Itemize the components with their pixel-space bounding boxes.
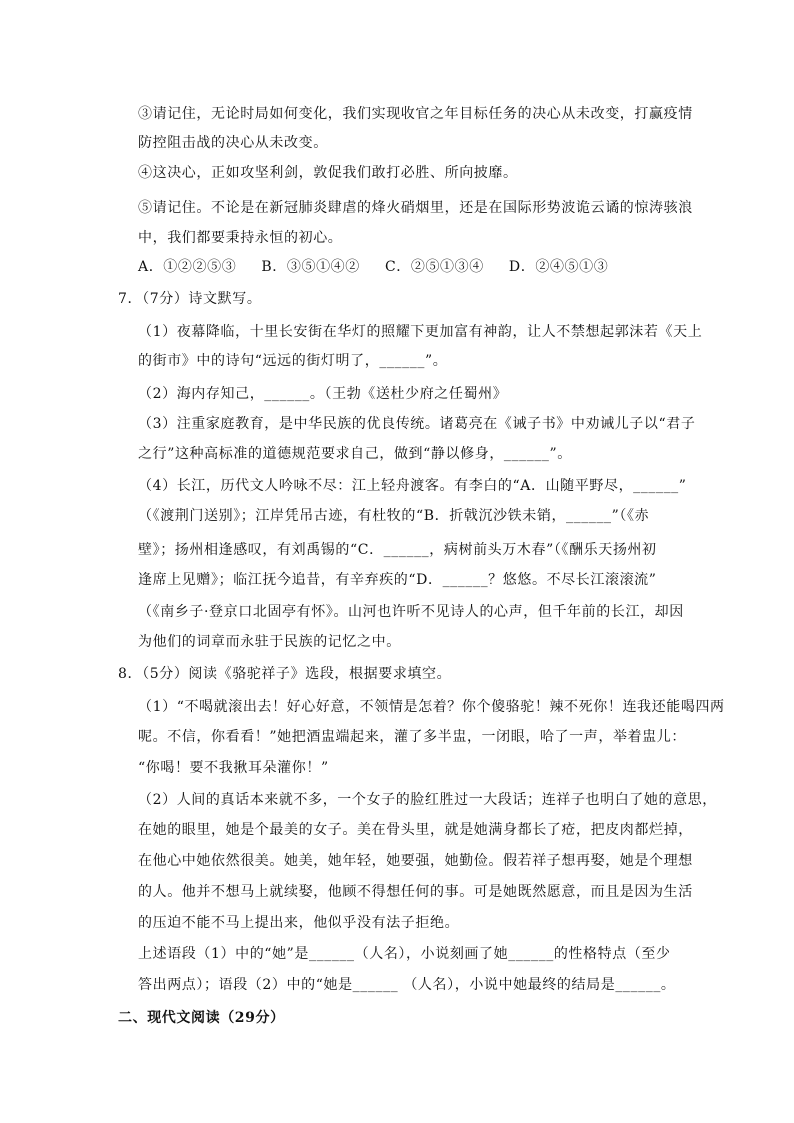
q8-part1-line2: 呢。不信，你看看！”她把酒盅端起来，灌了多半盅，一闭眼，哈了一声，举着盅儿： xyxy=(138,729,686,745)
q7-title: 7．（7分）诗文默写。 xyxy=(118,291,262,307)
q6-sentence-5-line1: ⑤请记住。不论是在新冠肺炎肆虐的烽火硝烟里，还是在国际形势波诡云谲的惊涛骇浪 xyxy=(138,200,693,216)
q7-part3-line1: （3）注重家庭教育，是中华民族的优良传统。诸葛亮在《诫子书》中劝诫儿子以“君子 xyxy=(138,416,696,432)
q8-part1-line1: （1）“不喝就滚出去！好心好意，不领情是怎着？你个傻骆驼！辣不死你！连我还能喝四两 xyxy=(138,699,725,715)
q7-part4-line3: 壁》；扬州相逢感叹，有刘禹锡的“C．______，病树前头万木春”（《酬乐天扬州初 xyxy=(138,542,657,558)
q6-option-c: C．②⑤①③④ xyxy=(384,259,484,275)
q7-part1-line2: 的街市》中的诗句“远远的街灯明了，______”。 xyxy=(138,353,448,369)
q6-option-d: D．②④⑤①③ xyxy=(508,259,609,275)
q6-sentence-3-line1: ③请记住，无论时局如何变化，我们实现收官之年目标任务的决心从未改变，打赢疫情 xyxy=(138,106,693,122)
q7-part4-line1: （4）长江，历代文人吟咏不尽：江上轻舟渡客。有李白的“A．山随平野尽，______” xyxy=(138,478,687,494)
q7-part4-line4: 逢席上见赠》；临江抚今追昔，有辛弃疾的“D．______？悠悠。不尽长江滚滚流” xyxy=(138,572,657,588)
q8-question-line1: 上述语段（1）中的“她”是______（人名），小说刻画了她______的性格特点（至少 xyxy=(138,946,671,962)
q6-sentence-4: ④这决心，正如攻坚利剑，敦促我们敢打必胜、所向披靡。 xyxy=(138,165,518,181)
q8-title: 8．（5分）阅读《骆驼祥子》选段，根据要求填空。 xyxy=(118,666,452,682)
q8-question-line2: 答出两点）；语段（2）中的“她是______ （人名），小说中她最终的结局是______。 xyxy=(138,977,676,993)
q7-part1-line1: （1）夜幕降临，十里长安街在华灯的照耀下更加富有神韵，让人不禁想起郭沫若《天上 xyxy=(138,324,703,340)
q8-part2-line2: 在她的眼里，她是个最美的女子。美在骨头里，就是她满身都长了疮，把皮肉都烂掉， xyxy=(138,822,693,838)
q8-part1-line3: “你喝！要不我揪耳朵灌你！” xyxy=(138,760,329,776)
q8-part2-line4: 的人。他并不想马上就续娶，他顾不得想任何的事。可是她既然愿意，而且是因为生活 xyxy=(138,884,693,900)
q8-part2-line5: 的压迫不能不马上提出来，他似乎没有法子拒绝。 xyxy=(138,915,460,931)
q6-sentence-5-line2: 中，我们都要秉持永恒的初心。 xyxy=(138,230,343,246)
q8-part2-line1: （2）人间的真话本来就不多，一个女子的脸红胜过一大段话；连祥子也明白了她的意思， xyxy=(138,792,717,808)
q6-sentence-3-line2: 防控阻击战的决心从未改变。 xyxy=(138,135,328,151)
q7-part3-line2: 之行”这种高标准的道德规范要求自己，做到“静以修身，______”。 xyxy=(138,446,572,462)
q7-part2: （2）海内存知己，______。（王勃《送杜少府之任蜀州》 xyxy=(138,386,508,402)
q6-options xyxy=(138,258,628,276)
q6-option-b: B．③⑤①④② xyxy=(261,259,360,275)
q8-part2-line3: 在他心中她依然很美。她美，她年轻，她要强，她勤俭。假若祥子想再娶，她是个理想 xyxy=(138,853,693,869)
q6-option-a: A．①②②⑤③ xyxy=(138,259,237,275)
q7-part4-line5: （《南乡子·登京口北固亭有怀》。山河也许听不见诗人的心声，但千年前的长江，却因 xyxy=(138,604,684,620)
q7-part4-line2: （《渡荆门送别》；江岸凭吊古迹，有杜牧的“B．折戟沉沙铁未销，______”（《赤 xyxy=(138,508,650,524)
section-heading-modern-reading: 二、现代文阅读（29分） xyxy=(118,1010,285,1026)
q7-part4-line6: 为他们的词章而永驻于民族的记忆之中。 xyxy=(138,634,401,650)
